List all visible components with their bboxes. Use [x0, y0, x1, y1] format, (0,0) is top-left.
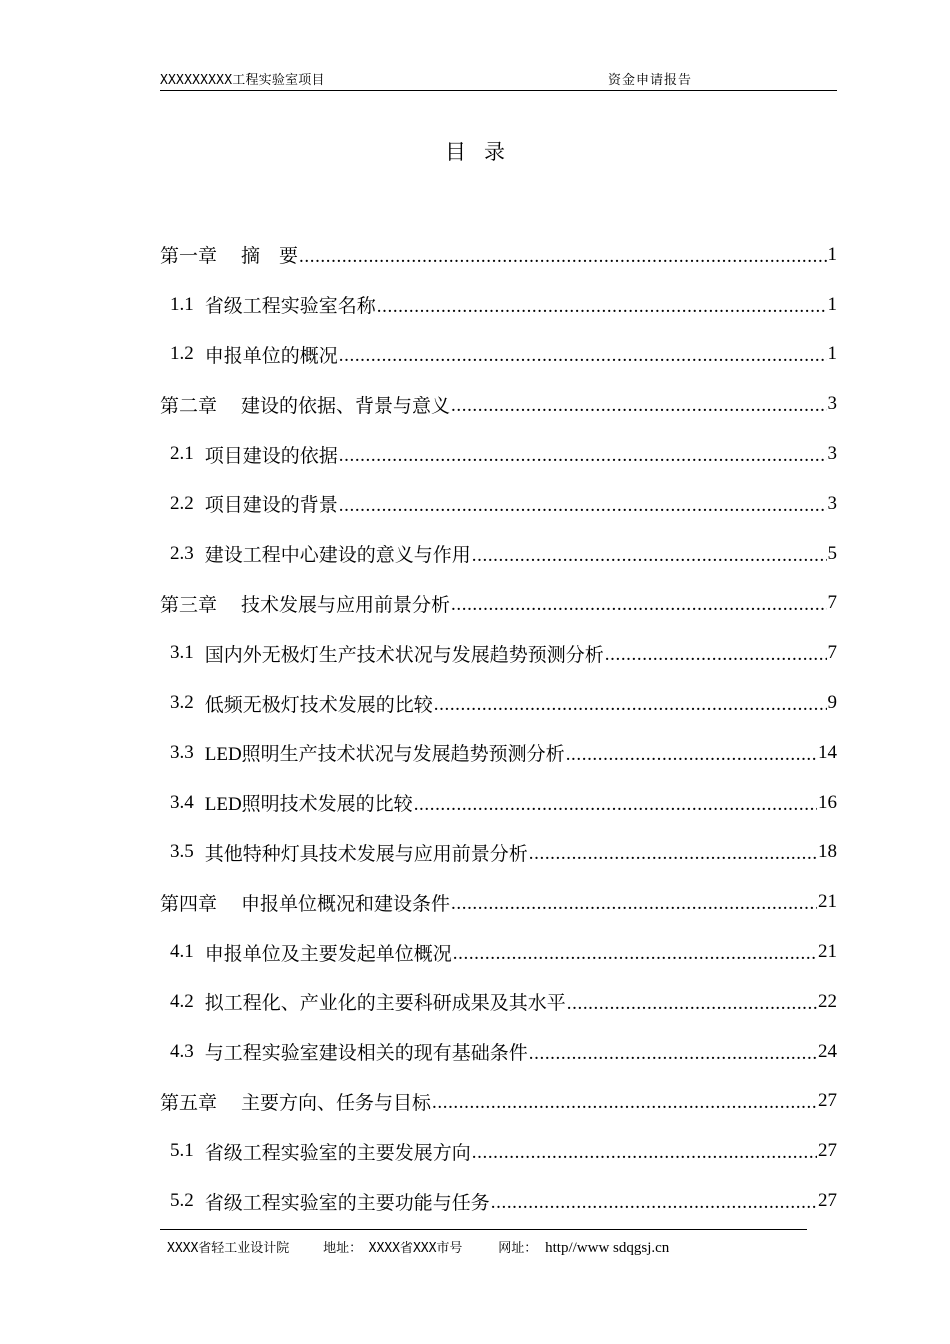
toc-entry-title: 其他特种灯具技术发展与应用前景分析	[204, 843, 528, 865]
toc-page-number: 24	[818, 1040, 837, 1062]
toc-entry-title: LED照明生产技术状况与发展趋势预测分析	[204, 744, 565, 766]
toc-page-number: 3	[827, 393, 837, 415]
header-project-name: XXXXXXXXX工程实验室项目	[160, 73, 325, 88]
toc-title: 目录	[445, 140, 523, 164]
toc-entry-number: 3.1	[170, 642, 194, 664]
toc-entry-number: 1.2	[170, 343, 194, 365]
toc-entry-number: 3.4	[170, 791, 194, 813]
toc-dot-leader	[472, 1142, 817, 1164]
toc-entry-number: 2.1	[170, 443, 194, 465]
toc-page-number: 21	[818, 891, 837, 913]
toc-section-entry[interactable]	[160, 280, 837, 330]
toc-section-entry[interactable]	[160, 628, 837, 678]
toc-section-entry[interactable]	[160, 828, 837, 878]
toc-dot-leader	[434, 694, 827, 716]
toc-dot-leader	[529, 1043, 817, 1065]
toc-dot-leader	[451, 594, 826, 616]
toc-section-entry[interactable]	[160, 778, 837, 828]
toc-page-number: 22	[818, 990, 837, 1012]
toc-page-number: 1	[827, 243, 837, 265]
toc-entry-title: 申报单位及主要发起单位概况	[204, 943, 452, 965]
toc-dot-leader	[339, 445, 827, 467]
toc-entry-title: 省级工程实验室的主要功能与任务	[204, 1192, 490, 1214]
toc-section-entry[interactable]	[160, 529, 837, 579]
footer-website: http//www sdqgsj.cn	[545, 1240, 670, 1256]
toc-page-number: 9	[827, 692, 837, 714]
toc-section-entry[interactable]	[160, 1126, 837, 1176]
page-header	[160, 68, 837, 91]
toc-dot-leader	[605, 644, 827, 666]
toc-chapter-entry[interactable]	[160, 379, 837, 429]
toc-page-number: 3	[827, 443, 837, 465]
toc-entry-title: 拟工程化、产业化的主要科研成果及其水平	[204, 993, 566, 1015]
toc-entry-number: 4.1	[170, 941, 194, 963]
toc-page-number: 21	[818, 941, 837, 963]
toc-dot-leader	[339, 345, 827, 367]
toc-entry-number: 5.1	[170, 1140, 194, 1162]
toc-dot-leader	[299, 246, 826, 268]
toc-entry-number: 2.3	[170, 542, 194, 564]
toc-page-number: 16	[818, 791, 837, 813]
toc-dot-leader	[566, 744, 817, 766]
footer-organization: XXXX省轻工业设计院	[167, 1241, 290, 1256]
toc-entry-number: 3.2	[170, 692, 194, 714]
table-of-contents	[160, 230, 837, 1226]
toc-section-entry[interactable]	[160, 927, 837, 977]
toc-entry-title: 申报单位的概况	[204, 345, 338, 367]
toc-entry-number: 4.2	[170, 990, 194, 1012]
toc-page-number: 27	[818, 1090, 837, 1112]
page-footer	[160, 1229, 807, 1260]
toc-page-number: 3	[827, 492, 837, 514]
toc-section-entry[interactable]	[160, 1027, 837, 1077]
toc-entry-title: 省级工程实验室名称	[204, 296, 376, 318]
toc-dot-leader	[451, 893, 817, 915]
toc-page-number: 27	[818, 1190, 837, 1212]
toc-dot-leader	[567, 993, 817, 1015]
toc-section-entry[interactable]	[160, 1176, 837, 1226]
toc-entry-title: 摘 要	[241, 246, 299, 268]
toc-chapter-entry[interactable]	[160, 877, 837, 927]
toc-entry-title: 省级工程实验室的主要发展方向	[204, 1142, 471, 1164]
toc-dot-leader	[451, 395, 826, 417]
toc-section-entry[interactable]	[160, 728, 837, 778]
toc-page-number: 7	[827, 642, 837, 664]
toc-section-entry[interactable]	[160, 330, 837, 380]
toc-chapter-entry[interactable]	[160, 230, 837, 280]
toc-dot-leader	[453, 943, 817, 965]
toc-page-number: 1	[827, 343, 837, 365]
toc-section-entry[interactable]	[160, 429, 837, 479]
toc-entry-number: 4.3	[170, 1040, 194, 1062]
toc-entry-title: LED照明技术发展的比较	[204, 794, 413, 816]
toc-section-entry[interactable]	[160, 977, 837, 1027]
toc-chapter-entry[interactable]	[160, 1077, 837, 1127]
header-report-type: 资金申请报告	[608, 73, 693, 88]
toc-entry-number: 2.2	[170, 492, 194, 514]
footer-website-label: 网址：	[498, 1241, 538, 1256]
footer-address: 地址： XXXX省XXX市号	[323, 1241, 463, 1256]
toc-entry-number: 第一章	[160, 246, 218, 268]
toc-entry-number: 3.3	[170, 741, 194, 763]
toc-page-number: 14	[818, 741, 837, 763]
toc-page-number: 18	[818, 841, 837, 863]
toc-section-entry[interactable]	[160, 479, 837, 529]
toc-entry-number: 第三章	[160, 594, 218, 616]
toc-entry-number: 第五章	[160, 1092, 218, 1114]
toc-entry-number: 3.5	[170, 841, 194, 863]
toc-page-number: 5	[827, 542, 837, 564]
toc-dot-leader	[491, 1192, 817, 1214]
toc-entry-title: 建设工程中心建设的意义与作用	[204, 545, 471, 567]
toc-entry-title: 低频无极灯技术发展的比较	[204, 694, 433, 716]
toc-entry-title: 与工程实验室建设相关的现有基础条件	[204, 1043, 528, 1065]
toc-entry-number: 第四章	[160, 893, 218, 915]
toc-entry-title: 国内外无极灯生产技术状况与发展趋势预测分析	[204, 644, 604, 666]
toc-entry-title: 项目建设的依据	[204, 445, 338, 467]
toc-page-number: 1	[827, 293, 837, 315]
toc-page-number: 27	[818, 1140, 837, 1162]
toc-dot-leader	[472, 545, 827, 567]
toc-entry-title: 技术发展与应用前景分析	[241, 594, 451, 616]
toc-entry-title: 建设的依据、背景与意义	[241, 395, 451, 417]
toc-entry-number: 1.1	[170, 293, 194, 315]
toc-entry-title: 申报单位概况和建设条件	[241, 893, 451, 915]
toc-dot-leader	[339, 495, 827, 517]
toc-page-number: 7	[827, 592, 837, 614]
toc-dot-leader	[432, 1092, 817, 1114]
toc-entry-number: 第二章	[160, 395, 218, 417]
toc-dot-leader	[377, 296, 827, 318]
toc-dot-leader	[529, 843, 817, 865]
toc-dot-leader	[414, 794, 817, 816]
toc-entry-title: 主要方向、任务与目标	[241, 1092, 432, 1114]
toc-section-entry[interactable]	[160, 678, 837, 728]
toc-entry-title: 项目建设的背景	[204, 495, 338, 517]
toc-entry-number: 5.2	[170, 1190, 194, 1212]
toc-chapter-entry[interactable]	[160, 579, 837, 629]
